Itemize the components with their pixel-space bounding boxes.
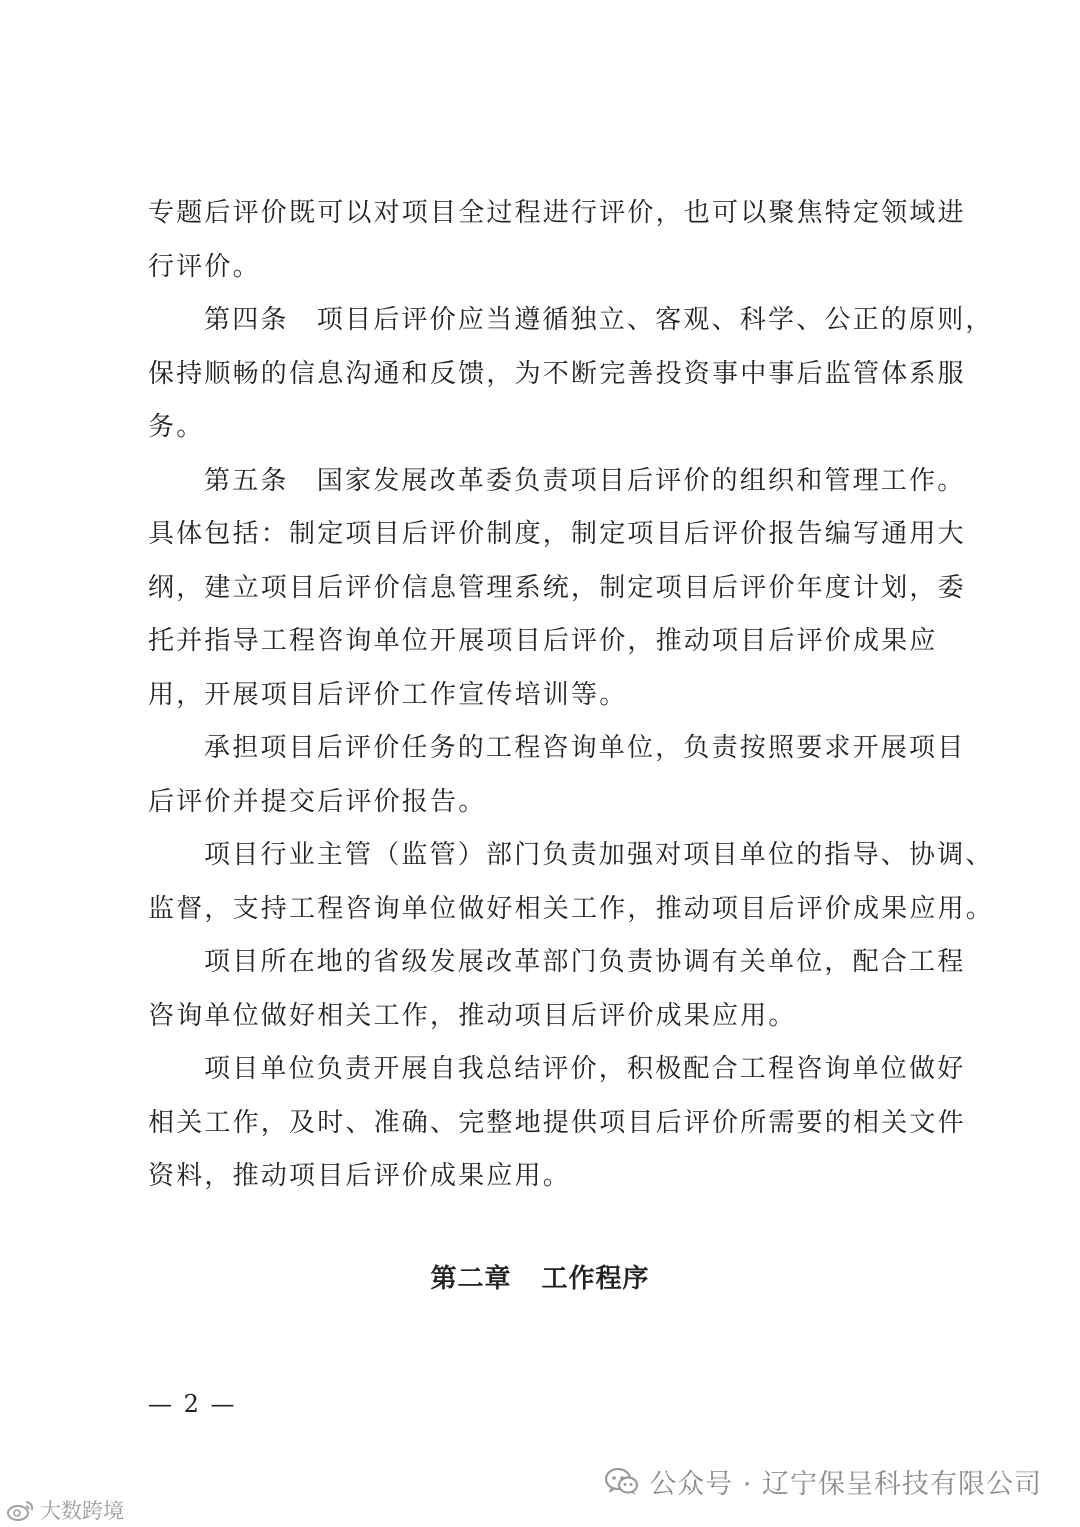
chapter-name: 工作程序 <box>541 1264 650 1294</box>
text-line: 承担项目后评价任务的工程咨询单位，负责按照要求开展项目 <box>204 733 966 763</box>
text-line: 相关工作，及时、准确、完整地提供项目后评价所需要的相关文件 <box>148 1107 966 1138</box>
text-line: 托并指导工程咨询单位开展项目后评价，推动项目后评价成果应 <box>148 626 938 656</box>
weibo-icon <box>6 1498 36 1522</box>
text-line: 具体包括：制定项目后评价制度，制定项目后评价报告编写通用大 <box>148 519 966 549</box>
wechat-watermark <box>605 1462 1042 1501</box>
wechat-icon <box>605 1468 639 1496</box>
text-line: 行评价。 <box>148 251 261 282</box>
text-line: 务。 <box>148 412 205 442</box>
text-line: 项目所在地的省级发展改革部门负责协调有关单位，配合工程 <box>204 947 966 977</box>
text-line: 用，开展项目后评价工作宣传培训等。 <box>148 679 628 710</box>
text-line: 纲，建立项目后评价信息管理系统，制定项目后评价年度计划，委 <box>148 572 966 603</box>
weibo-watermark-label: 大数跨境 <box>40 1499 124 1523</box>
text-line: 监督，支持工程咨询单位做好相关工作，推动项目后评价成果应用。 <box>148 893 995 924</box>
chapter-number: 第二章 <box>430 1264 512 1294</box>
text-line: 第四条 项目后评价应当遵循独立、客观、科学、公正的原则， <box>204 305 994 335</box>
page-number: — 2 — <box>148 1390 237 1418</box>
text-line: 后评价并提交后评价报告。 <box>148 786 487 817</box>
chapter-title <box>0 1258 1080 1295</box>
text-line: 第五条 国家发展改革委负责项目后评价的组织和管理工作。 <box>204 465 966 496</box>
document-body <box>148 187 995 1204</box>
text-line: 保持顺畅的信息沟通和反馈，为不断完善投资事中事后监管体系服 <box>148 358 966 389</box>
wechat-watermark-label: 公众号 · 辽宁保呈科技有限公司 <box>649 1469 1042 1500</box>
text-line: 项目行业主管（监管）部门负责加强对项目单位的指导、协调、 <box>204 840 994 870</box>
weibo-watermark <box>6 1495 124 1525</box>
text-line: 咨询单位做好相关工作，推动项目后评价成果应用。 <box>148 1000 797 1031</box>
text-line: 专题后评价既可以对项目全过程进行评价，也可以聚焦特定领域进 <box>148 198 966 228</box>
text-line: 资料，推动项目后评价成果应用。 <box>148 1161 572 1191</box>
text-line: 项目单位负责开展自我总结评价，积极配合工程咨询单位做好 <box>204 1054 966 1084</box>
